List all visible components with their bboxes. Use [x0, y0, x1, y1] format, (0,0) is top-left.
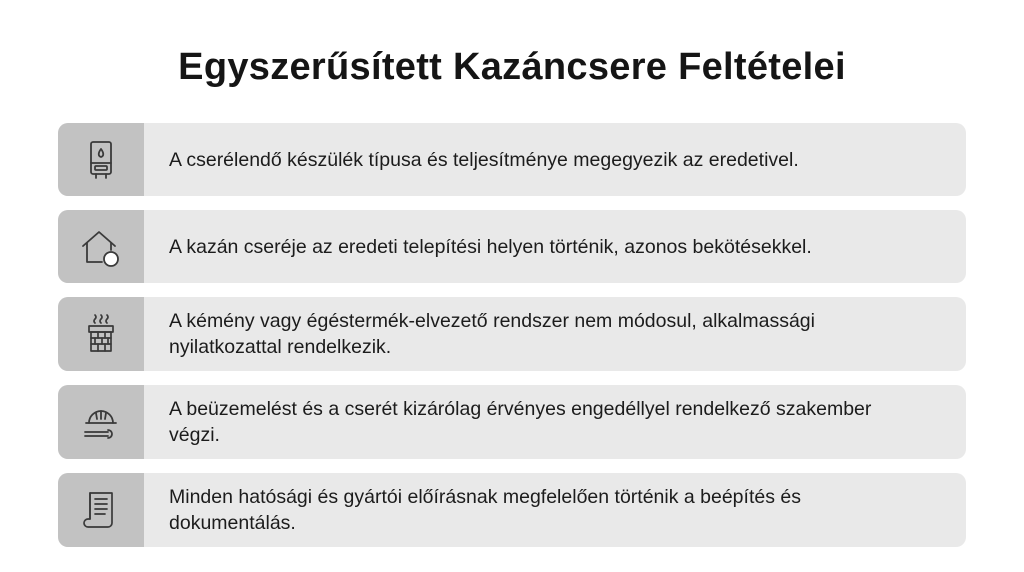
- condition-item: [58, 123, 966, 196]
- condition-item: [58, 473, 966, 547]
- condition-item: [58, 210, 966, 283]
- condition-item: [58, 297, 966, 371]
- document-scroll-icon: [58, 473, 144, 547]
- conditions-list: [58, 123, 966, 561]
- condition-item: [58, 385, 966, 459]
- page-title: Egyszerűsített Kazáncsere Feltételei: [178, 46, 846, 88]
- chimney-icon: [58, 297, 144, 371]
- condition-text: Minden hatósági és gyártói előírásnak megfelelően történik a beépítés és dokumentálás.: [169, 486, 801, 534]
- condition-text: A beüzemelést és a cserét kizárólag érvényes engedéllyel rendelkező szakember végzi.: [169, 398, 872, 446]
- condition-text: A kémény vagy égéstermék-elvezető rendszer nem módosul, alkalmassági nyilatkozattal rendelkezik.: [169, 310, 815, 358]
- condition-text: A kazán cseréje az eredeti telepítési helyen történik, azonos bekötésekkel.: [169, 235, 812, 258]
- house-location-icon: [58, 210, 144, 283]
- hardhat-wrench-icon: [58, 385, 144, 459]
- condition-text: A cserélendő készülék típusa és teljesítménye megegyezik az eredetivel.: [169, 148, 799, 171]
- boiler-icon: [58, 123, 144, 196]
